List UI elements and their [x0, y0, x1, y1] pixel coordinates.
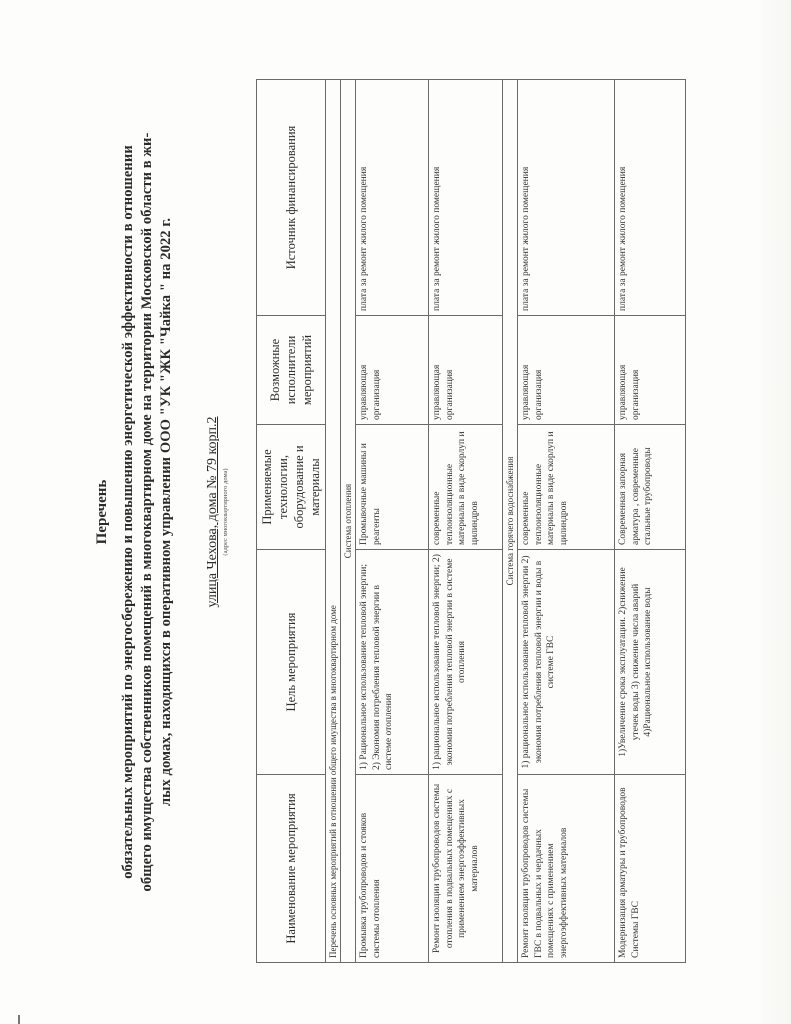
address-hint: (адрес многоквартирного дома) [222, 468, 229, 556]
cell-executor: управляющая организация [429, 316, 503, 425]
cell-measure-name: Промывка трубопроводов и стояков системы отопления [356, 775, 429, 963]
table-row [518, 80, 615, 963]
cell-measure-goal: 1) рациональное использование тепловой энергии 2) экономия потребления тепловой энергии и воды в системе ГВС [518, 550, 615, 775]
cell-technology: современные теплоизоляционные материалы в виде скорлуп и цилиндров [429, 425, 503, 550]
document-subtitle-line-2: общего имущества собственников помещений в многоквартирном доме на территории Московской области в жи- [139, 132, 155, 892]
general-band-label: Перечень основных мероприятий в отношении общего имущества в многоквартирном доме [326, 80, 341, 963]
header-measure-name: Наименование мероприятия [257, 775, 326, 963]
cell-measure-goal: 1) рациональное использование тепловой энергии; 2) экономия потребления тепловой энергии в системе отопления [429, 550, 503, 775]
cell-measure-name: Ремонт изоляции трубопроводов системы ГВС в подвальных и чердачных помещениях с применением энергоэффективных материалов [518, 775, 615, 963]
header-funding-source: Источник финансирования [257, 80, 326, 316]
header-executors: Возможные исполнители мероприятий [257, 316, 326, 425]
cell-funding: плата за ремонт жилого помещения [615, 80, 686, 316]
section-row-heating [341, 80, 356, 963]
cell-executor: управляющая организация [356, 316, 429, 425]
header-measure-goal: Цель мероприятия [257, 550, 326, 775]
cell-technology: Промывочные машины и реагенты [356, 425, 429, 550]
table-row [429, 80, 503, 963]
cell-executor: управляющая организация [518, 316, 615, 425]
table-row [615, 80, 686, 963]
section-title-hot-water: Система горячего водоснабжения [503, 80, 518, 963]
document-subtitle-line-1: обязательных мероприятий по энергосбережению и повышению энергетической эффективности в отношении [120, 145, 136, 879]
section-row-hot-water [503, 80, 518, 963]
cell-funding: плата за ремонт жилого помещения [356, 80, 429, 316]
table-header-row [257, 80, 326, 963]
document-subtitle-line-3: лых домах, находящихся в оперативном управлении ООО "УК "ЖК "Чайка " на 2022 г. [158, 217, 174, 807]
measures-table [256, 79, 686, 963]
section-title-heating: Система отопления [341, 80, 356, 963]
cell-funding: плата за ремонт жилого помещения [518, 80, 615, 316]
address-block [205, 0, 230, 1024]
cell-technology: Современная запорная арматура , современные стальные трубопроводы [615, 425, 686, 550]
building-address: улица Чехова, дома № 79 корп.2 [205, 416, 220, 608]
cell-executor: управляющая организация [615, 316, 686, 425]
cell-measure-name: Модернизация арматуры и трубопроводов Системы ГВС [615, 775, 686, 963]
cell-funding: плата за ремонт жилого помещения [429, 80, 503, 316]
header-technologies: Применяемые технологии, оборудование и материалы [257, 425, 326, 550]
general-band-row [326, 80, 341, 963]
document-title: Перечень [94, 479, 110, 545]
cell-measure-name: Ремонт изоляции трубопроводов системы отопления в подвальных помещениях с применением энергоэффективных материалов [429, 775, 503, 963]
table-row [356, 80, 429, 963]
document-header [92, 0, 176, 1024]
cell-technology: современные теплоизоляционные материалы в виде скорлуп и цилиндров [518, 425, 615, 550]
cell-measure-goal: 1)Увеличение срока эксплуатации. 2)снижение утечек воды 3) снижение числа аварий 4)Рациональное использование воды [615, 550, 686, 775]
cell-measure-goal: 1) Рациональное использование тепловой энергии; 2) Экономия потребления тепловой энергии в системе отопления [356, 550, 429, 775]
